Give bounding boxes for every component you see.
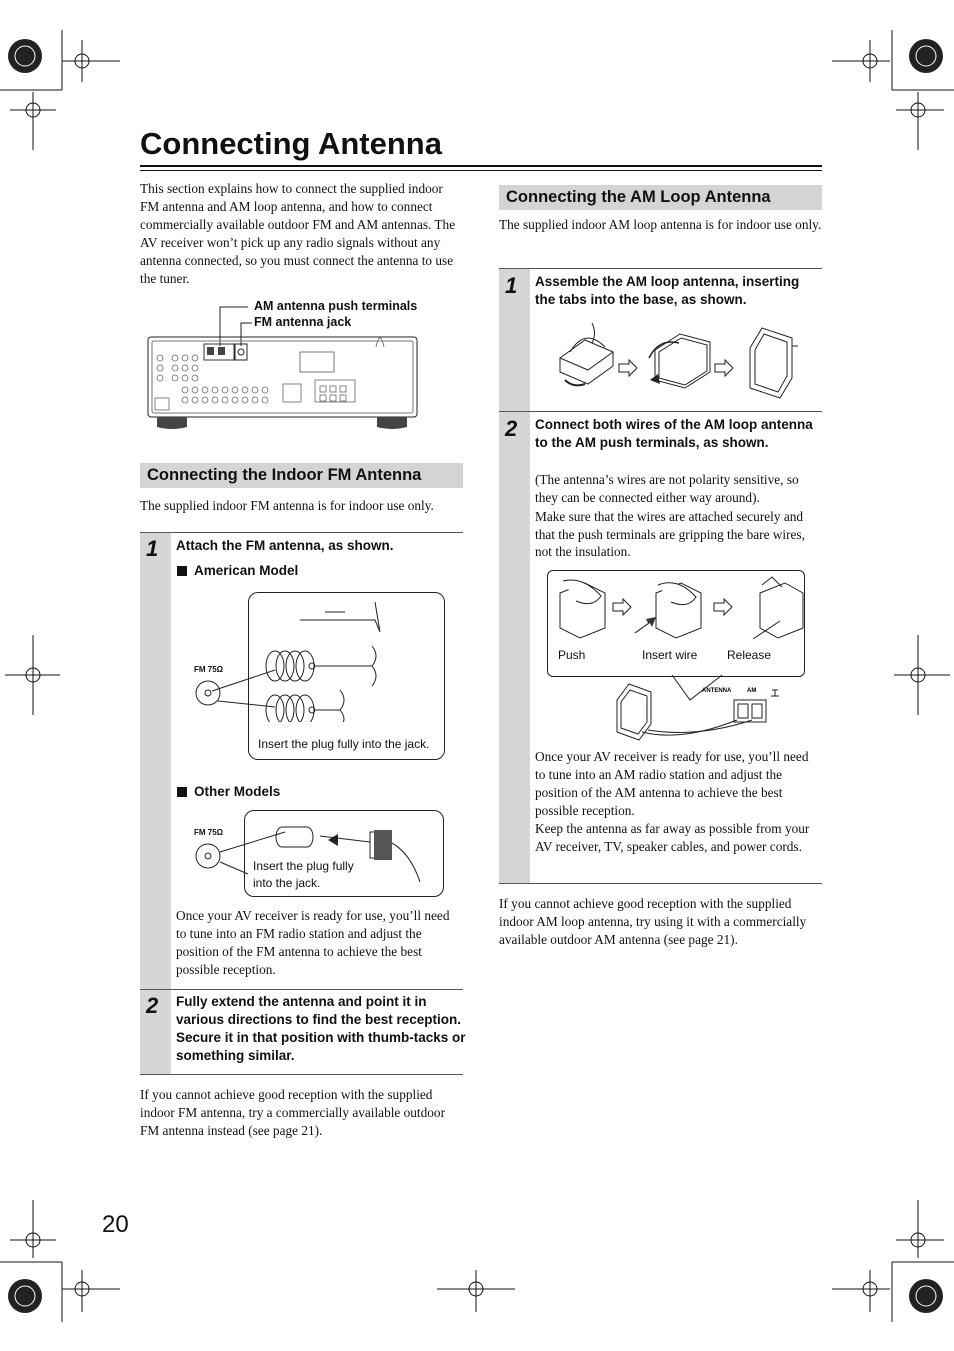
am-step2-title: Connect both wires of the AM loop antenna to the AM push terminals, as shown. [535, 417, 813, 450]
label-insert-wire: Insert wire [642, 648, 698, 662]
label-push: Push [558, 648, 586, 662]
am-step-divider [499, 411, 822, 412]
fm-section-heading: Connecting the Indoor FM Antenna [140, 463, 463, 488]
fm-step1-body: Once your AV receiver is ready for use, you’ll need to tune into an FM radio station and adjust the position of the FM antenna to achieve the best possible reception. [176, 908, 450, 977]
label-am: AM [747, 688, 757, 694]
fm-step-divider [140, 989, 463, 990]
am-step2-body2: Once your AV receiver is ready for use, you’ll need to tune into an AM radio station and adjust the position of the AM antenna to achieve the best possible reception. [535, 749, 809, 818]
callout-fm-jack: FM antenna jack [254, 315, 352, 329]
label-release: Release [727, 648, 772, 662]
am-steps-bottom-rule [499, 883, 822, 884]
am-steps-top-rule [499, 268, 822, 269]
fm-jack-label-other: FM 75Ω [194, 828, 224, 837]
am-section-heading: Connecting the AM Loop Antenna [499, 185, 822, 210]
fm-step1-number: 1 [146, 536, 159, 561]
other-caption-line-2: into the jack. [253, 876, 321, 890]
label-antenna: ANTENNA [702, 688, 732, 694]
receiver-rear-panel-illustration [140, 300, 430, 432]
callout-am-terminals: AM antenna push terminals [254, 299, 418, 313]
fm-jack-label-american: FM 75Ω [194, 665, 224, 674]
fm-steps-top-rule [140, 532, 463, 533]
page-number: 20 [102, 1211, 129, 1238]
fm-footer: If you cannot achieve good reception with the supplied indoor FM antenna, try a commercially available outdoor FM antenna instead (see page 21). [140, 1087, 445, 1138]
american-model-heading [177, 563, 298, 578]
other-caption-line-1: Insert the plug fully [253, 859, 354, 873]
am-step1-number: 1 [505, 273, 518, 298]
fm-antenna-american-illustration [190, 592, 445, 722]
am-loop-assembly-illustration [555, 318, 800, 400]
am-footer: If you cannot achieve good reception with the supplied indoor AM loop antenna, try using it with a commercially available outdoor AM antenna (see page 21). [499, 896, 807, 947]
fm-intro: The supplied indoor FM antenna is for indoor use only. [140, 498, 434, 513]
page-title: Connecting Antenna [140, 126, 442, 161]
other-models-heading [177, 784, 280, 799]
american-caption: Insert the plug fully into the jack. [258, 737, 430, 751]
fm-step2-title: Fully extend the antenna and point it in various directions to find the best reception. Secure it in that position with thumb-tacks or something similar. [176, 994, 466, 1063]
am-step2-number: 2 [505, 416, 518, 441]
am-step2-body: Make sure that the wires are attached securely and that the push terminals are gripping the bare wires, not the insulation. [535, 509, 805, 559]
am-steps-sidebar [499, 269, 530, 883]
am-step1-title: Assemble the AM loop antenna, inserting the tabs into the base, as shown. [535, 274, 800, 307]
american-model-label: American Model [194, 563, 299, 578]
am-step2-body3: Keep the antenna as far away as possible from your AV receiver, TV, speaker cables, and power cords. [535, 821, 810, 854]
fm-step2-number: 2 [146, 993, 159, 1018]
square-bullet-icon [177, 566, 187, 576]
other-models-label: Other Models [194, 784, 281, 799]
fm-steps-bottom-rule [140, 1074, 463, 1075]
am-step2-note: (The antenna’s wires are not polarity sensitive, so they can be connected either way around). [535, 472, 799, 505]
title-rule-thin [140, 170, 822, 171]
title-rule [140, 165, 822, 167]
intro-paragraph: This section explains how to connect the supplied indoor FM antenna and AM loop antenna, and how to connect commercially available outdoor FM and AM antennas. The AV receiver won’t pick up any radio signals without any antenna connected, so you must connect the antenna to use the tuner. [140, 181, 456, 286]
other-caption [253, 858, 354, 892]
am-antenna-connection-illustration [612, 672, 797, 742]
square-bullet-icon [177, 787, 187, 797]
fm-step1-title: Attach the FM antenna, as shown. [176, 538, 394, 553]
am-intro: The supplied indoor AM loop antenna is for indoor use only. [499, 217, 822, 232]
